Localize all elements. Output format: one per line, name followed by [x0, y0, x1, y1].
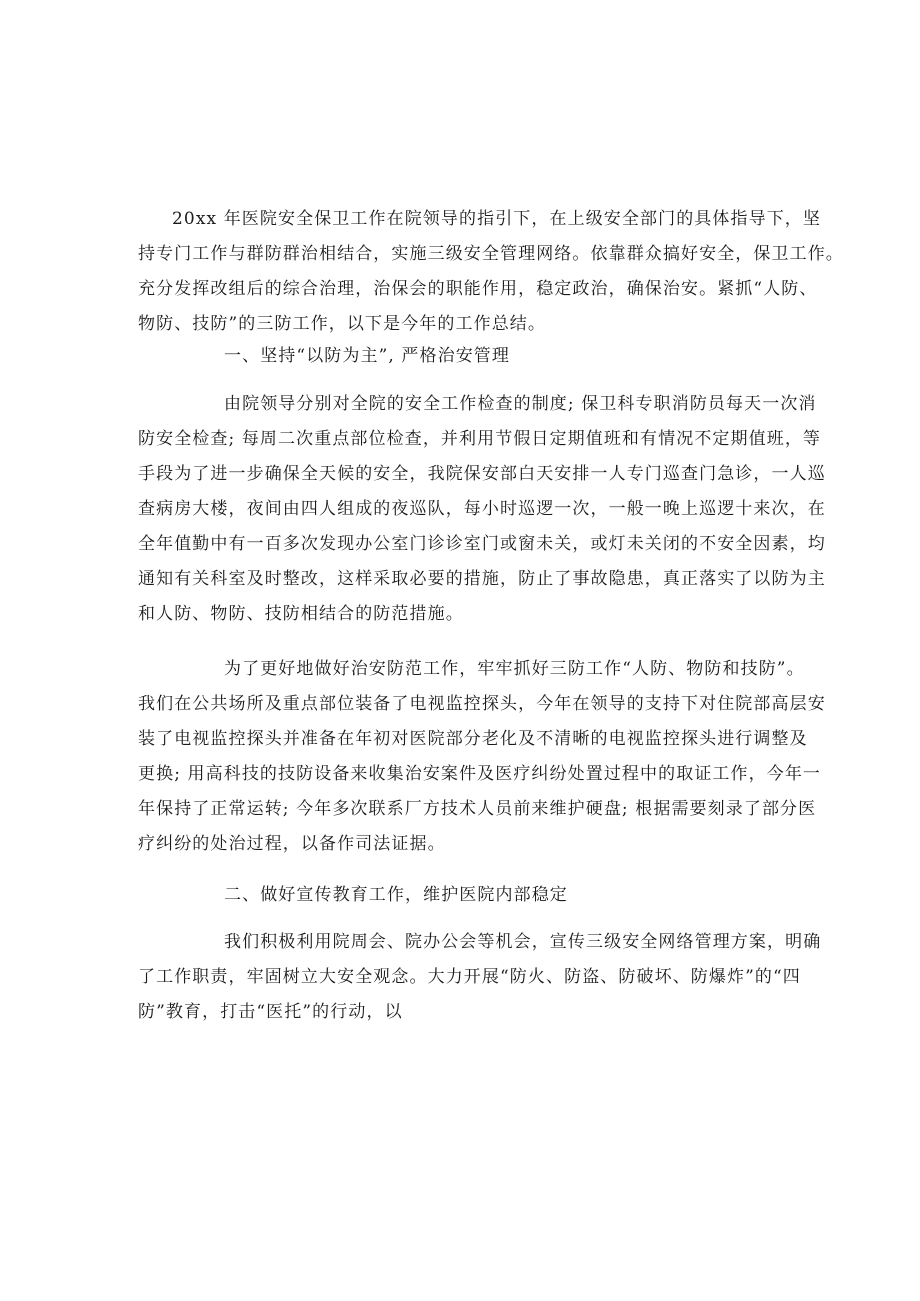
paragraph-line: 查病房大楼，夜间由四人组成的夜巡队，每小时巡逻一次，一般一晚上巡逻十来次，在 [138, 499, 826, 519]
paragraph-line: 和人防、物防、技防相结合的防范措施。 [138, 604, 464, 624]
paragraph-prevention [138, 387, 826, 632]
paragraph-line: 20xx 年医院安全保卫工作在院领导的指引下，在上级安全部门的具体指导下，坚 [172, 209, 822, 229]
paragraph-line: 了工作职责，牢固树立大安全观念。大力开展“防火、防盗、防破坏、防爆炸”的“四 [138, 967, 801, 987]
paragraph-intro [138, 202, 844, 342]
paragraph-line: 年保持了正常运转; 今年多次联系厂方技术人员前来维护硬盘; 根据需要刻录了部分医 [138, 799, 817, 819]
paragraph-line: 物防、技防”的三防工作，以下是今年的工作总结。 [138, 314, 546, 334]
paragraph-line: 我们积极利用院周会、院办公会等机会，宣传三级安全网络管理方案，明确 [224, 932, 822, 952]
paragraph-surveillance [138, 652, 826, 862]
paragraph-line: 充分发挥改组后的综合治理，治保会的职能作用，稳定政治，确保治安。紧抓“人防、 [138, 279, 818, 299]
paragraph-line: 我们在公共场所及重点部位装备了电视监控探头，今年在领导的支持下对住院部高层安 [138, 694, 826, 714]
section-heading-2: 二、做好宣传教育工作，维护医院内部稳定 [224, 885, 568, 905]
paragraph-line: 持专门工作与群防群治相结合，实施三级安全管理网络。依靠群众搞好安全，保卫工作。 [138, 244, 844, 264]
paragraph-line: 为了更好地做好治安防范工作，牢牢抓好三防工作“人防、物防和技防”。 [224, 659, 805, 679]
paragraph-line: 装了电视监控探头并准备在年初对医院部分老化及不清晰的电视监控探头进行调整及 [138, 729, 808, 749]
paragraph-line: 防”教育，打击“医托”的行动，以 [138, 1002, 403, 1022]
paragraph-line: 疗纠纷的处治过程，以备作司法证据。 [138, 834, 446, 854]
paragraph-line: 更换; 用高科技的技防设备来收集治安案件及医疗纠纷处置过程中的取证工作，今年一 [138, 764, 822, 784]
section-heading-1: 一、坚持“以防为主”, 严格治安管理 [224, 346, 510, 366]
paragraph-line: 通知有关科室及时整改，这样采取必要的措施，防止了事故隐患，真正落实了以防为主 [138, 569, 826, 589]
paragraph-line: 防安全检查; 每周二次重点部位检查，并利用节假日定期值班和有情况不定期值班，等 [138, 429, 822, 449]
paragraph-line: 全年值勤中有一百多次发现办公室门诊诊室门或窗未关，或灯未关闭的不安全因素，均 [138, 534, 826, 554]
paragraph-line: 由院领导分别对全院的安全工作检查的制度; 保卫科专职消防员每天一次消 [224, 394, 817, 414]
paragraph-line: 手段为了进一步确保全天候的安全，我院保安部白天安排一人专门巡查门急诊，一人巡 [138, 464, 826, 484]
paragraph-education [138, 925, 822, 1030]
